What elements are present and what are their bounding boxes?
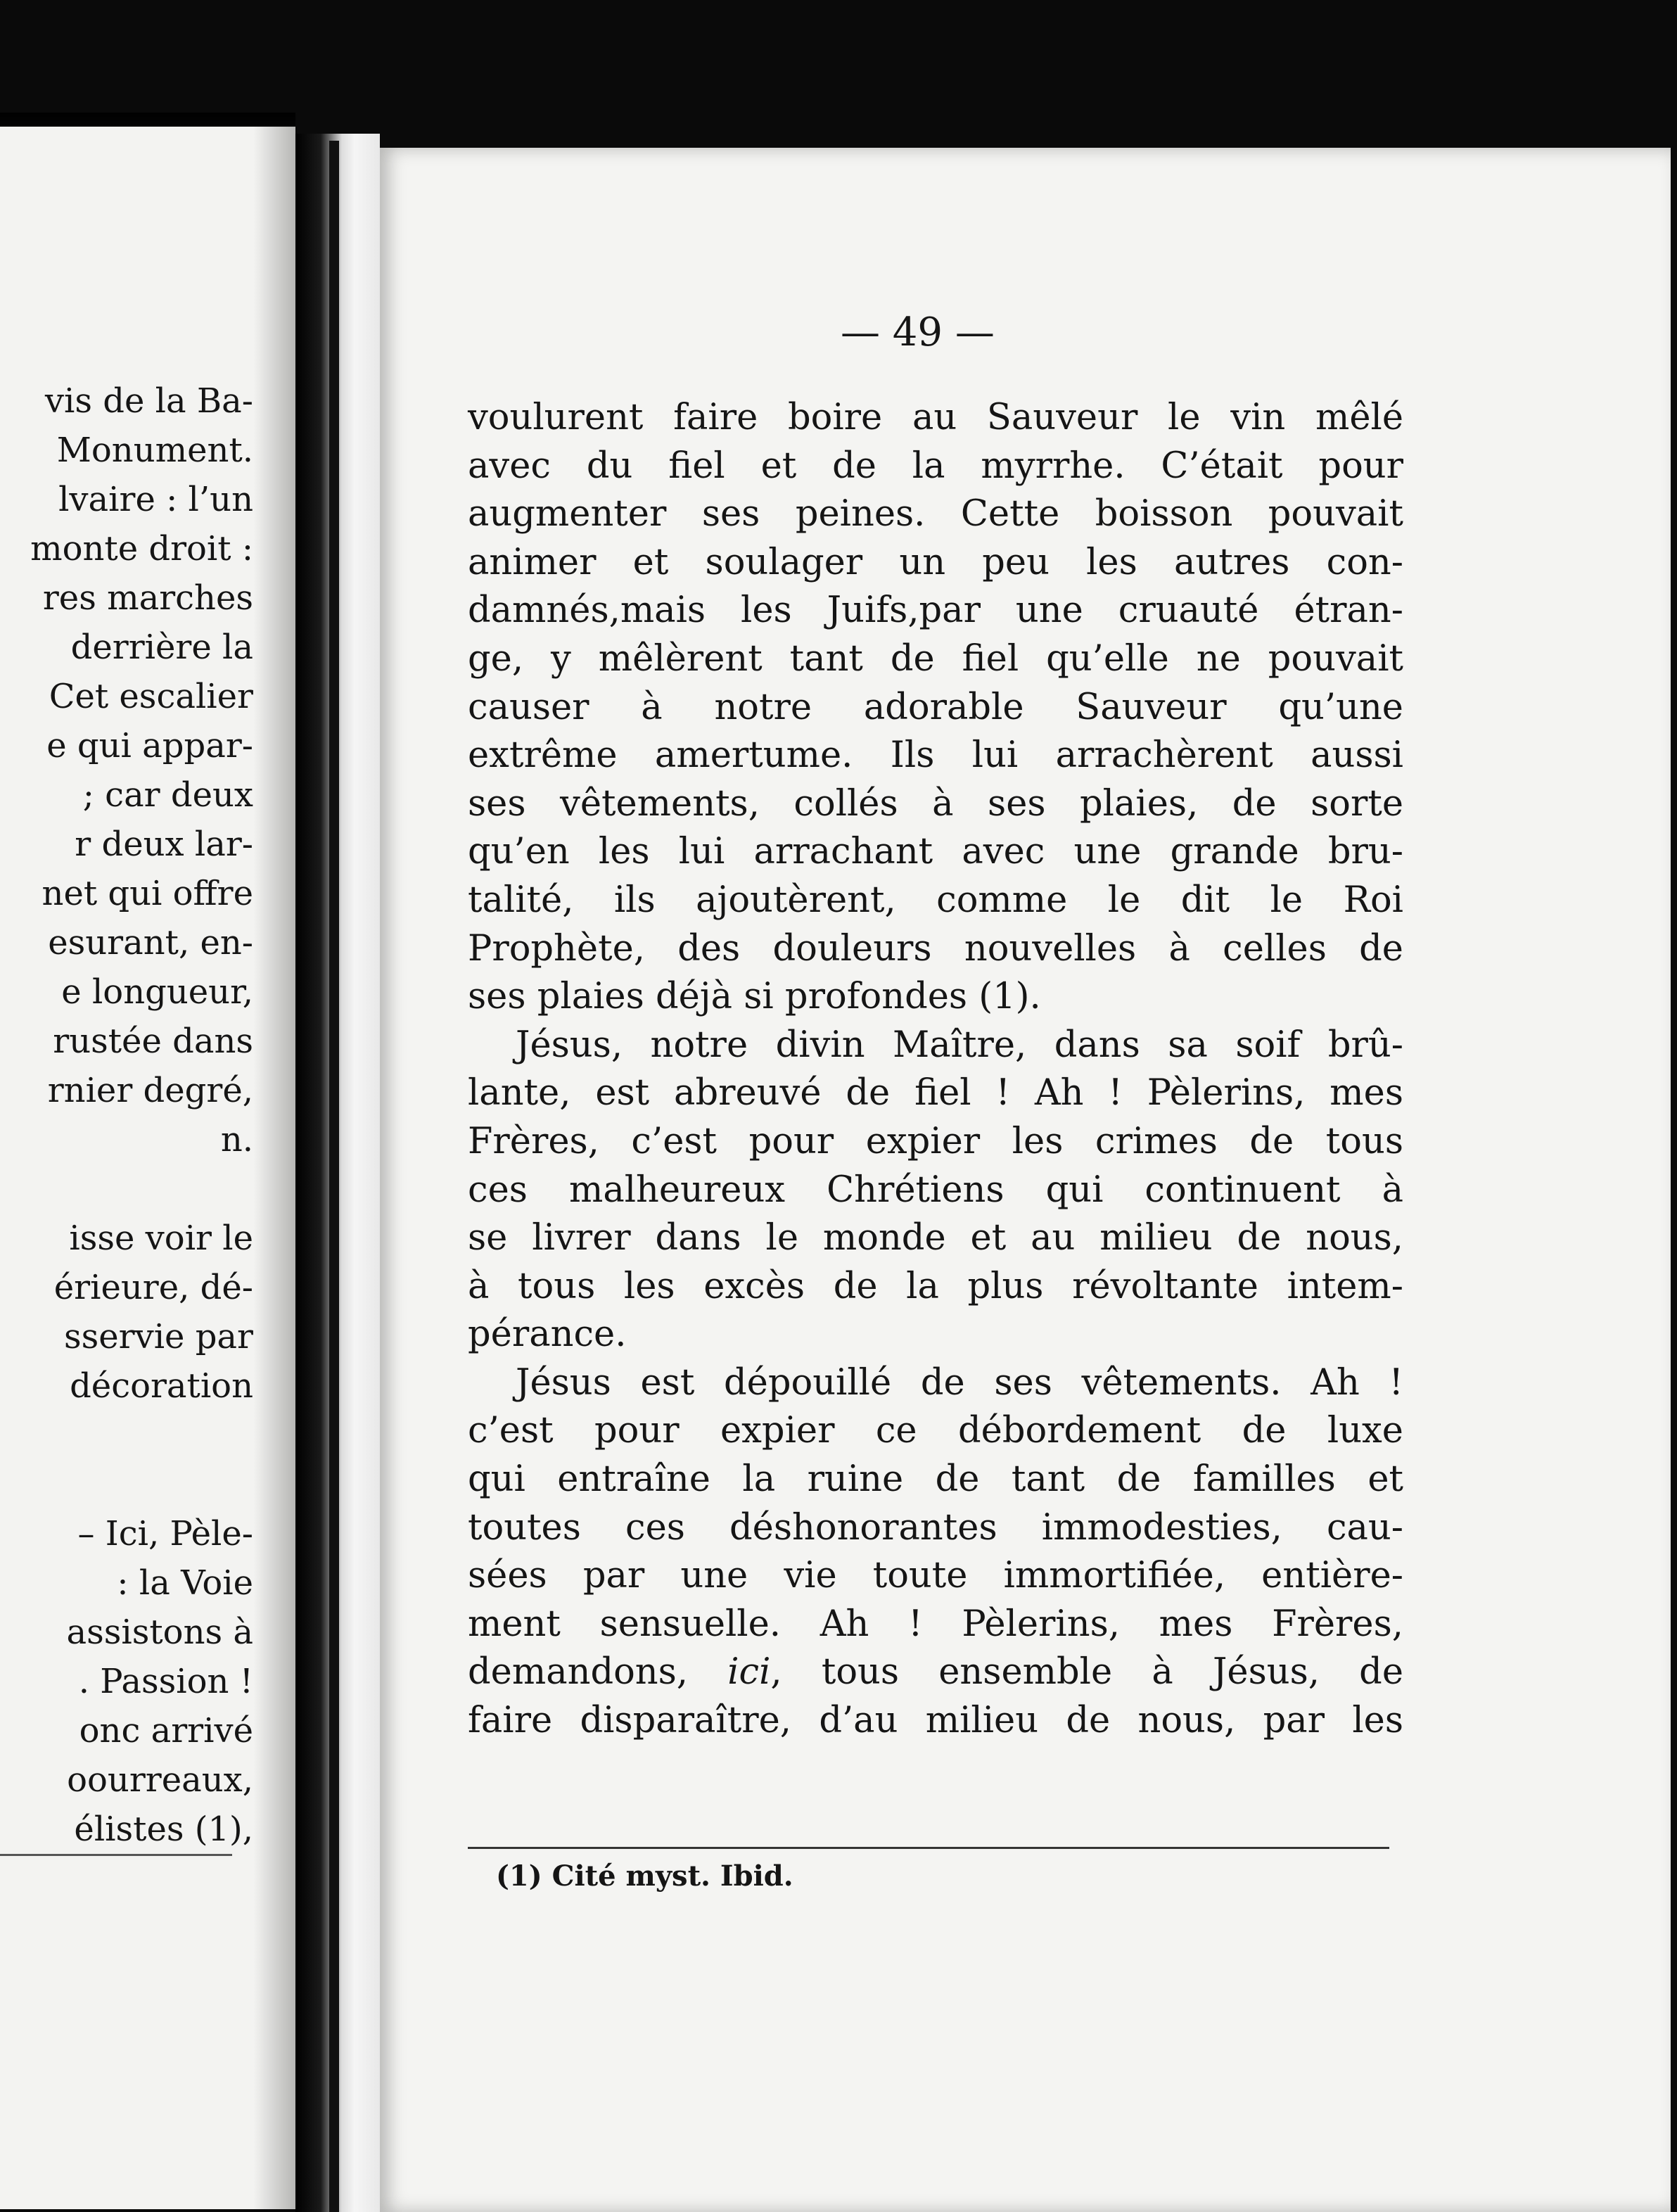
text-line-with-italic: [468, 1648, 1403, 1697]
text-line: qui entraîne la ruine de tant de familles et: [468, 1458, 1403, 1501]
text-line: toutes ces déshonorantes immodesties, cau-: [468, 1506, 1403, 1549]
left-line: e qui appar-: [46, 726, 253, 765]
text-line: faire disparaître, d’au milieu de nous, par les: [468, 1700, 1403, 1742]
text-line: Prophète, des douleurs nouvelles à celles de: [468, 927, 1403, 970]
left-line: . Passion !: [78, 1662, 253, 1701]
left-line: : la Voie: [117, 1563, 253, 1603]
left-line: Monument.: [56, 431, 253, 470]
text-line: sées par une vie toute immortifiée, entière-: [468, 1555, 1403, 1597]
italic-word: ici: [727, 1651, 771, 1693]
left-line: e longueur,: [61, 972, 253, 1012]
text-line: extrême amertume. Ils lui arrachèrent aussi: [468, 735, 1403, 777]
text-line: Frères, c’est pour expier les crimes de tous: [468, 1120, 1403, 1162]
text-line: ge, y mêlèrent tant de fiel qu’elle ne pouvait: [468, 637, 1403, 680]
text-segment: demandons,: [468, 1651, 728, 1693]
left-line: Cet escalier: [49, 677, 253, 716]
body-text: [468, 394, 1403, 1746]
text-line: voulurent faire boire au Sauveur le vin mêlé: [468, 397, 1403, 438]
left-line: – Ici, Pèle-: [77, 1514, 253, 1553]
text-line: qu’en les lui arrachant avec une grande bru-: [468, 831, 1403, 873]
left-line: sservie par: [63, 1317, 253, 1356]
left-line: ; car deux: [82, 775, 253, 815]
left-gap: [0, 1411, 253, 1460]
text-line: ses vêtements, collés à ses plaies, de sorte: [468, 782, 1403, 825]
left-line: esurant, en-: [48, 923, 253, 962]
left-line: res marches: [42, 578, 253, 618]
left-line: isse voir le: [69, 1219, 253, 1258]
text-line: ces malheureux Chrétiens qui continuent à: [468, 1169, 1403, 1211]
left-gap: [0, 1460, 253, 1509]
footnote: (1) Cité myst. Ibid.: [496, 1860, 793, 1893]
left-line: vis de la Ba-: [44, 381, 253, 421]
left-page-text: [0, 376, 253, 1854]
text-segment: , tous ensemble à Jésus, de: [770, 1651, 1404, 1693]
left-line: net qui offre: [42, 874, 253, 913]
left-line: oourreaux,: [67, 1760, 253, 1800]
text-line: à tous les excès de la plus révoltante intem-: [468, 1265, 1403, 1307]
text-line: talité, ils ajoutèrent, comme le dit le Roi: [468, 879, 1403, 921]
text-line: lante, est abreuvé de fiel ! Ah ! Pèlerins, mes: [468, 1072, 1403, 1114]
page-curve-shadow: [253, 127, 295, 2209]
page-number: — 49 —: [841, 310, 995, 355]
text-line: animer et soulager un peu les autres con-: [468, 541, 1403, 583]
left-gap: [0, 1164, 253, 1214]
text-line: damnés,mais les Juifs,par une cruauté étran-: [468, 590, 1403, 632]
left-footnote-rule: [0, 1854, 232, 1856]
left-line: érieure, dé-: [53, 1268, 253, 1307]
left-line: n.: [220, 1120, 253, 1159]
text-line: ses plaies déjà si profondes (1).: [468, 976, 1041, 1018]
left-line: derrière la: [70, 628, 253, 667]
text-line: c’est pour expier ce débordement de luxe: [468, 1410, 1403, 1452]
left-line: rustée dans: [53, 1022, 253, 1061]
footnote-rule: [468, 1847, 1389, 1849]
text-line: Jésus, notre divin Maître, dans sa soif brû-: [516, 1024, 1403, 1066]
left-line: élistes (1),: [74, 1810, 253, 1849]
text-line: avec du fiel et de la myrrhe. C’était pour: [468, 445, 1403, 487]
left-line: monte droit :: [30, 529, 253, 568]
left-line: assistons à: [66, 1613, 253, 1652]
text-line: se livrer dans le monde et au milieu de nous,: [468, 1217, 1403, 1259]
left-line: rnier degré,: [47, 1071, 253, 1110]
left-line: décoration: [70, 1366, 253, 1406]
text-line: causer à notre adorable Sauveur qu’une: [468, 686, 1403, 728]
text-line: ment sensuelle. Ah ! Pèlerins, mes Frères,: [468, 1603, 1403, 1645]
text-line: Jésus est dépouillé de ses vêtements. Ah !: [516, 1361, 1403, 1404]
left-line: onc arrivé: [79, 1711, 253, 1750]
left-line: lvaire : l’un: [58, 480, 253, 519]
binding-line: [329, 141, 339, 2212]
left-line: r deux lar-: [75, 825, 253, 864]
text-line: augmenter ses peines. Cette boisson pouvait: [468, 493, 1403, 535]
text-line: pérance.: [468, 1314, 627, 1356]
left-page: [0, 127, 295, 2209]
